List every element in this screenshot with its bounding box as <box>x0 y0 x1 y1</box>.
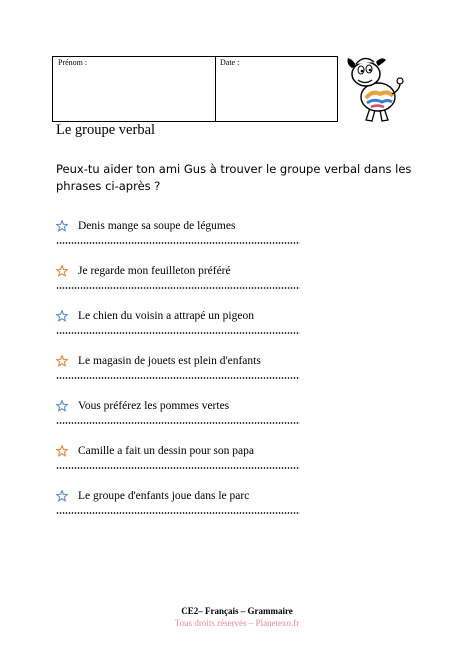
page-title: Le groupe verbal <box>56 122 156 138</box>
list-item <box>56 349 306 394</box>
list-item <box>56 259 306 304</box>
sentence-text: Vous préférez les pommes vertes <box>78 400 230 412</box>
answer-line[interactable] <box>56 376 300 380</box>
date-label: Date : <box>220 58 240 67</box>
orange-star-icon <box>56 445 68 457</box>
gus-sheep-mascot-icon <box>344 50 408 124</box>
list-item <box>56 304 306 349</box>
footer-subject: CE2– Français – Grammaire <box>181 606 293 616</box>
sentence-text: Je regarde mon feuilleton préféré <box>78 265 231 277</box>
blue-star-icon <box>56 400 68 412</box>
answer-line[interactable] <box>56 466 300 470</box>
blue-star-icon <box>56 310 68 322</box>
answer-line[interactable] <box>56 241 300 245</box>
list-item <box>56 439 306 484</box>
footer <box>0 606 474 628</box>
sentence-text: Camille a fait un dessin pour son papa <box>78 445 254 457</box>
name-date-table <box>52 56 338 122</box>
list-item <box>56 394 306 439</box>
sentence-text: Le groupe d'enfants joue dans le parc <box>78 490 250 502</box>
answer-line[interactable] <box>56 421 300 425</box>
first-name-label: Prénom : <box>58 58 88 67</box>
answer-line[interactable] <box>56 511 300 515</box>
list-item <box>56 214 306 259</box>
answer-line[interactable] <box>56 286 300 290</box>
blue-star-icon <box>56 490 68 502</box>
date-field[interactable] <box>216 57 337 121</box>
orange-star-icon <box>56 355 68 367</box>
answer-line[interactable] <box>56 331 300 335</box>
instruction-text: Peux-tu aider ton ami Gus à trouver le groupe verbal dans les phrases ci-après ? <box>56 162 412 193</box>
sentence-text: Le magasin de jouets est plein d'enfants <box>78 355 261 367</box>
first-name-field[interactable] <box>53 57 216 121</box>
sentence-text: Le chien du voisin a attrapé un pigeon <box>78 310 254 322</box>
orange-star-icon <box>56 265 68 277</box>
footer-rights: Tous droits réservés – Planetexo.fr <box>174 618 300 628</box>
blue-star-icon <box>56 220 68 232</box>
sentence-list <box>56 214 306 529</box>
list-item <box>56 484 306 529</box>
sentence-text: Denis mange sa soupe de légumes <box>78 220 236 232</box>
